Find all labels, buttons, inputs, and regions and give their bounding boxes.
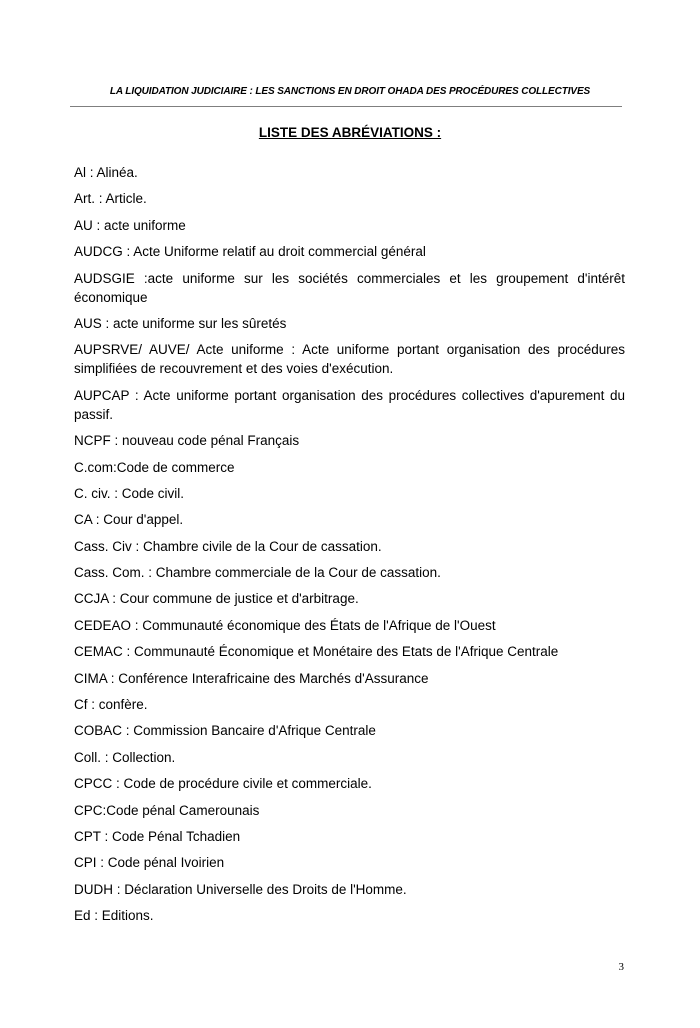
- abbreviation-entry: Cf : confère.: [74, 697, 148, 713]
- abbreviation-entry: CPC:Code pénal Camerounais: [74, 802, 260, 818]
- abbreviation-entry: CCJA : Cour commune de justice et d'arbitrage.: [74, 591, 359, 607]
- abbreviation-entry: CEMAC : Communauté Économique et Monétaire des Etats de l'Afrique Centrale: [74, 644, 559, 660]
- abbreviation-entry: AUS : acte uniforme sur les sûretés: [74, 315, 287, 331]
- abbreviation-entry: Ed : Editions.: [74, 908, 154, 924]
- abbreviation-entry: AU : acte uniforme: [74, 217, 186, 233]
- running-header: LA LIQUIDATION JUDICIAIRE : LES SANCTIONS EN DROIT OHADA DES PROCÉDURES COLLECTIVES: [109, 86, 591, 97]
- abbreviation-entry: C. civ. : Code civil.: [74, 485, 185, 501]
- abbreviation-entry: AUPSRVE/ AUVE/ Acte uniforme : Acte uniforme portant organisation des procédures simplifiées de recouvrement et des voies d'exécution.: [74, 342, 625, 377]
- abbreviation-entry: CPT : Code Pénal Tchadien: [74, 828, 241, 844]
- abbreviation-entry: C.com:Code de commerce: [74, 459, 235, 475]
- abbreviation-entry: Cass. Civ : Chambre civile de la Cour de cassation.: [74, 538, 382, 554]
- abbreviation-entry: AUDCG : Acte Uniforme relatif au droit commercial général: [74, 244, 426, 260]
- header-rule: [70, 106, 622, 107]
- abbreviation-entry: CPCC : Code de procédure civile et commerciale.: [74, 776, 372, 792]
- abbreviation-entry: CPI : Code pénal Ivoirien: [74, 855, 225, 871]
- abbreviation-entry: NCPF : nouveau code pénal Français: [74, 433, 300, 449]
- abbreviation-entry: CEDEAO : Communauté économique des États de l'Afrique de l'Ouest: [74, 617, 496, 633]
- abbreviation-entry: AUDSGIE :acte uniforme sur les sociétés commerciales et les groupement d'intérêt économique: [74, 270, 625, 305]
- abbreviation-entry: DUDH : Déclaration Universelle des Droits de l'Homme.: [74, 881, 407, 897]
- abbreviation-entry: Cass. Com. : Chambre commerciale de la Cour de cassation.: [74, 565, 441, 581]
- abbreviation-entry: COBAC : Commission Bancaire d'Afrique Centrale: [74, 723, 376, 739]
- page-number: 3: [618, 961, 624, 973]
- abbreviation-entry: Coll. : Collection.: [74, 749, 176, 765]
- abbreviation-entry: Art. : Article.: [74, 191, 147, 207]
- abbreviation-entry: Al : Alinéa.: [74, 165, 138, 180]
- abbreviation-entry: CIMA : Conférence Interafricaine des Marchés d'Assurance: [74, 670, 429, 686]
- page-title: LISTE DES ABRÉVIATIONS :: [258, 125, 442, 140]
- abbreviation-entry: AUPCAP : Acte uniforme portant organisation des procédures collectives d'apurement du passif.: [74, 387, 625, 422]
- abbreviation-list: [74, 163, 625, 933]
- abbreviation-entry: CA : Cour d'appel.: [74, 512, 184, 528]
